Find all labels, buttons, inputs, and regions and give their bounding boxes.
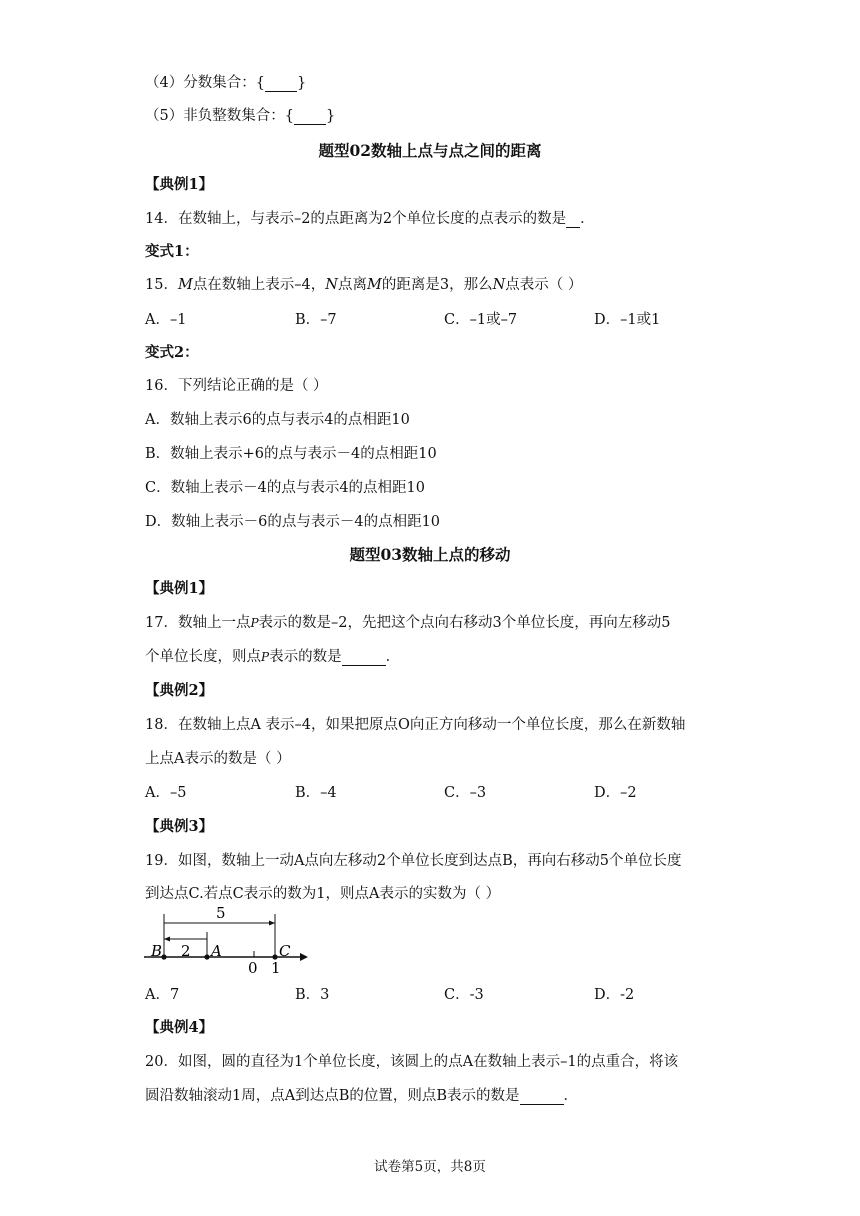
label-c: C <box>279 942 291 960</box>
point-a-dot <box>204 954 209 959</box>
label-two: 2 <box>181 942 191 960</box>
option-c[interactable]: C．-3 <box>444 987 484 1003</box>
example-tag: 【典例1】 <box>145 580 214 597</box>
label-b: B <box>151 942 163 960</box>
question-18-line2: 上点A表示的数是（ ） <box>145 751 291 767</box>
example-tag: 【典例4】 <box>145 1019 214 1036</box>
option-c[interactable]: C．数轴上表示－4的点与表示4的点相距10 <box>145 480 425 496</box>
option-d[interactable]: D．-2 <box>594 987 635 1003</box>
page-footer: 试卷第5页，共8页 <box>374 1159 486 1175</box>
option-c[interactable]: C．–1或–7 <box>444 312 518 328</box>
option-b[interactable]: B．数轴上表示+6的点与表示－4的点相距10 <box>145 446 437 462</box>
option-b[interactable]: B．–4 <box>295 785 337 801</box>
example-tag: 【典例3】 <box>145 818 214 835</box>
label-one: 1 <box>271 959 281 977</box>
set-item-5: （5）非负整数集合：{ } <box>145 108 336 124</box>
question-20-line1: 20．如图，圆的直径为1个单位长度，该圆上的点A在数轴上表示–1的点重合，将该 <box>145 1054 679 1070</box>
option-c[interactable]: C．–3 <box>444 785 487 801</box>
question-19-line2: 到达点C.若点C表示的数为1，则点A表示的实数为（ ） <box>145 886 501 902</box>
answer-blank[interactable] <box>566 212 580 228</box>
set-item-4: （4）分数集合：{ } <box>145 75 307 91</box>
option-d[interactable]: D．数轴上表示－6的点与表示－4的点相距10 <box>145 514 441 530</box>
answer-blank[interactable] <box>294 109 326 125</box>
question-20-line2: 圆沿数轴滚动1周，点A到达点B的位置，则点B表示的数是 ． <box>145 1088 579 1104</box>
axis-arrow-icon <box>300 953 308 961</box>
question-14: 14．在数轴上，与表示–2的点距离为2个单位长度的点表示的数是 ． <box>145 211 595 227</box>
option-a[interactable]: A．–1 <box>145 312 187 328</box>
option-a[interactable]: A．–5 <box>145 785 187 801</box>
label-a: A <box>211 942 222 960</box>
section-title-03: 题型03数轴上点的移动 <box>349 545 511 564</box>
variant-tag: 变式1： <box>145 243 199 260</box>
example-tag: 【典例1】 <box>145 176 214 193</box>
option-a[interactable]: A．数轴上表示6的点与表示4的点相距10 <box>145 412 410 428</box>
label-five: 5 <box>216 906 226 922</box>
answer-blank[interactable] <box>265 76 297 92</box>
question-18-line1: 18．在数轴上点A 表示–4，如果把原点O向正方向移动一个单位长度，那么在新数轴 <box>145 717 686 733</box>
question-16: 16．下列结论正确的是（ ） <box>145 378 328 394</box>
label-zero: 0 <box>248 959 258 977</box>
question-17-line1: 17．数轴上一点P表示的数是–2，先把这个点向右移动3个单位长度，再向左移动5 <box>145 615 671 631</box>
question-17-line2: 个单位长度，则点P表示的数是 ． <box>145 649 401 665</box>
option-d[interactable]: D．–1或1 <box>594 312 661 328</box>
answer-blank[interactable] <box>342 650 386 666</box>
number-line-figure <box>140 906 320 978</box>
option-a[interactable]: A．7 <box>145 987 180 1003</box>
example-tag: 【典例2】 <box>145 682 214 699</box>
option-d[interactable]: D．–2 <box>594 785 637 801</box>
point-b-dot <box>161 954 166 959</box>
answer-blank[interactable] <box>520 1089 564 1105</box>
question-15: 15．M点在数轴上表示–4，N点离M的距离是3，那么N点表示（ ） <box>145 277 583 293</box>
variant-tag: 变式2： <box>145 344 199 361</box>
question-19-line1: 19．如图，数轴上一动A点向左移动2个单位长度到达点B，再向右移动5个单位长度 <box>145 853 682 869</box>
section-title-02: 题型02数轴上点与点之间的距离 <box>318 141 542 160</box>
option-b[interactable]: B．3 <box>295 987 330 1003</box>
option-b[interactable]: B．–7 <box>295 312 337 328</box>
